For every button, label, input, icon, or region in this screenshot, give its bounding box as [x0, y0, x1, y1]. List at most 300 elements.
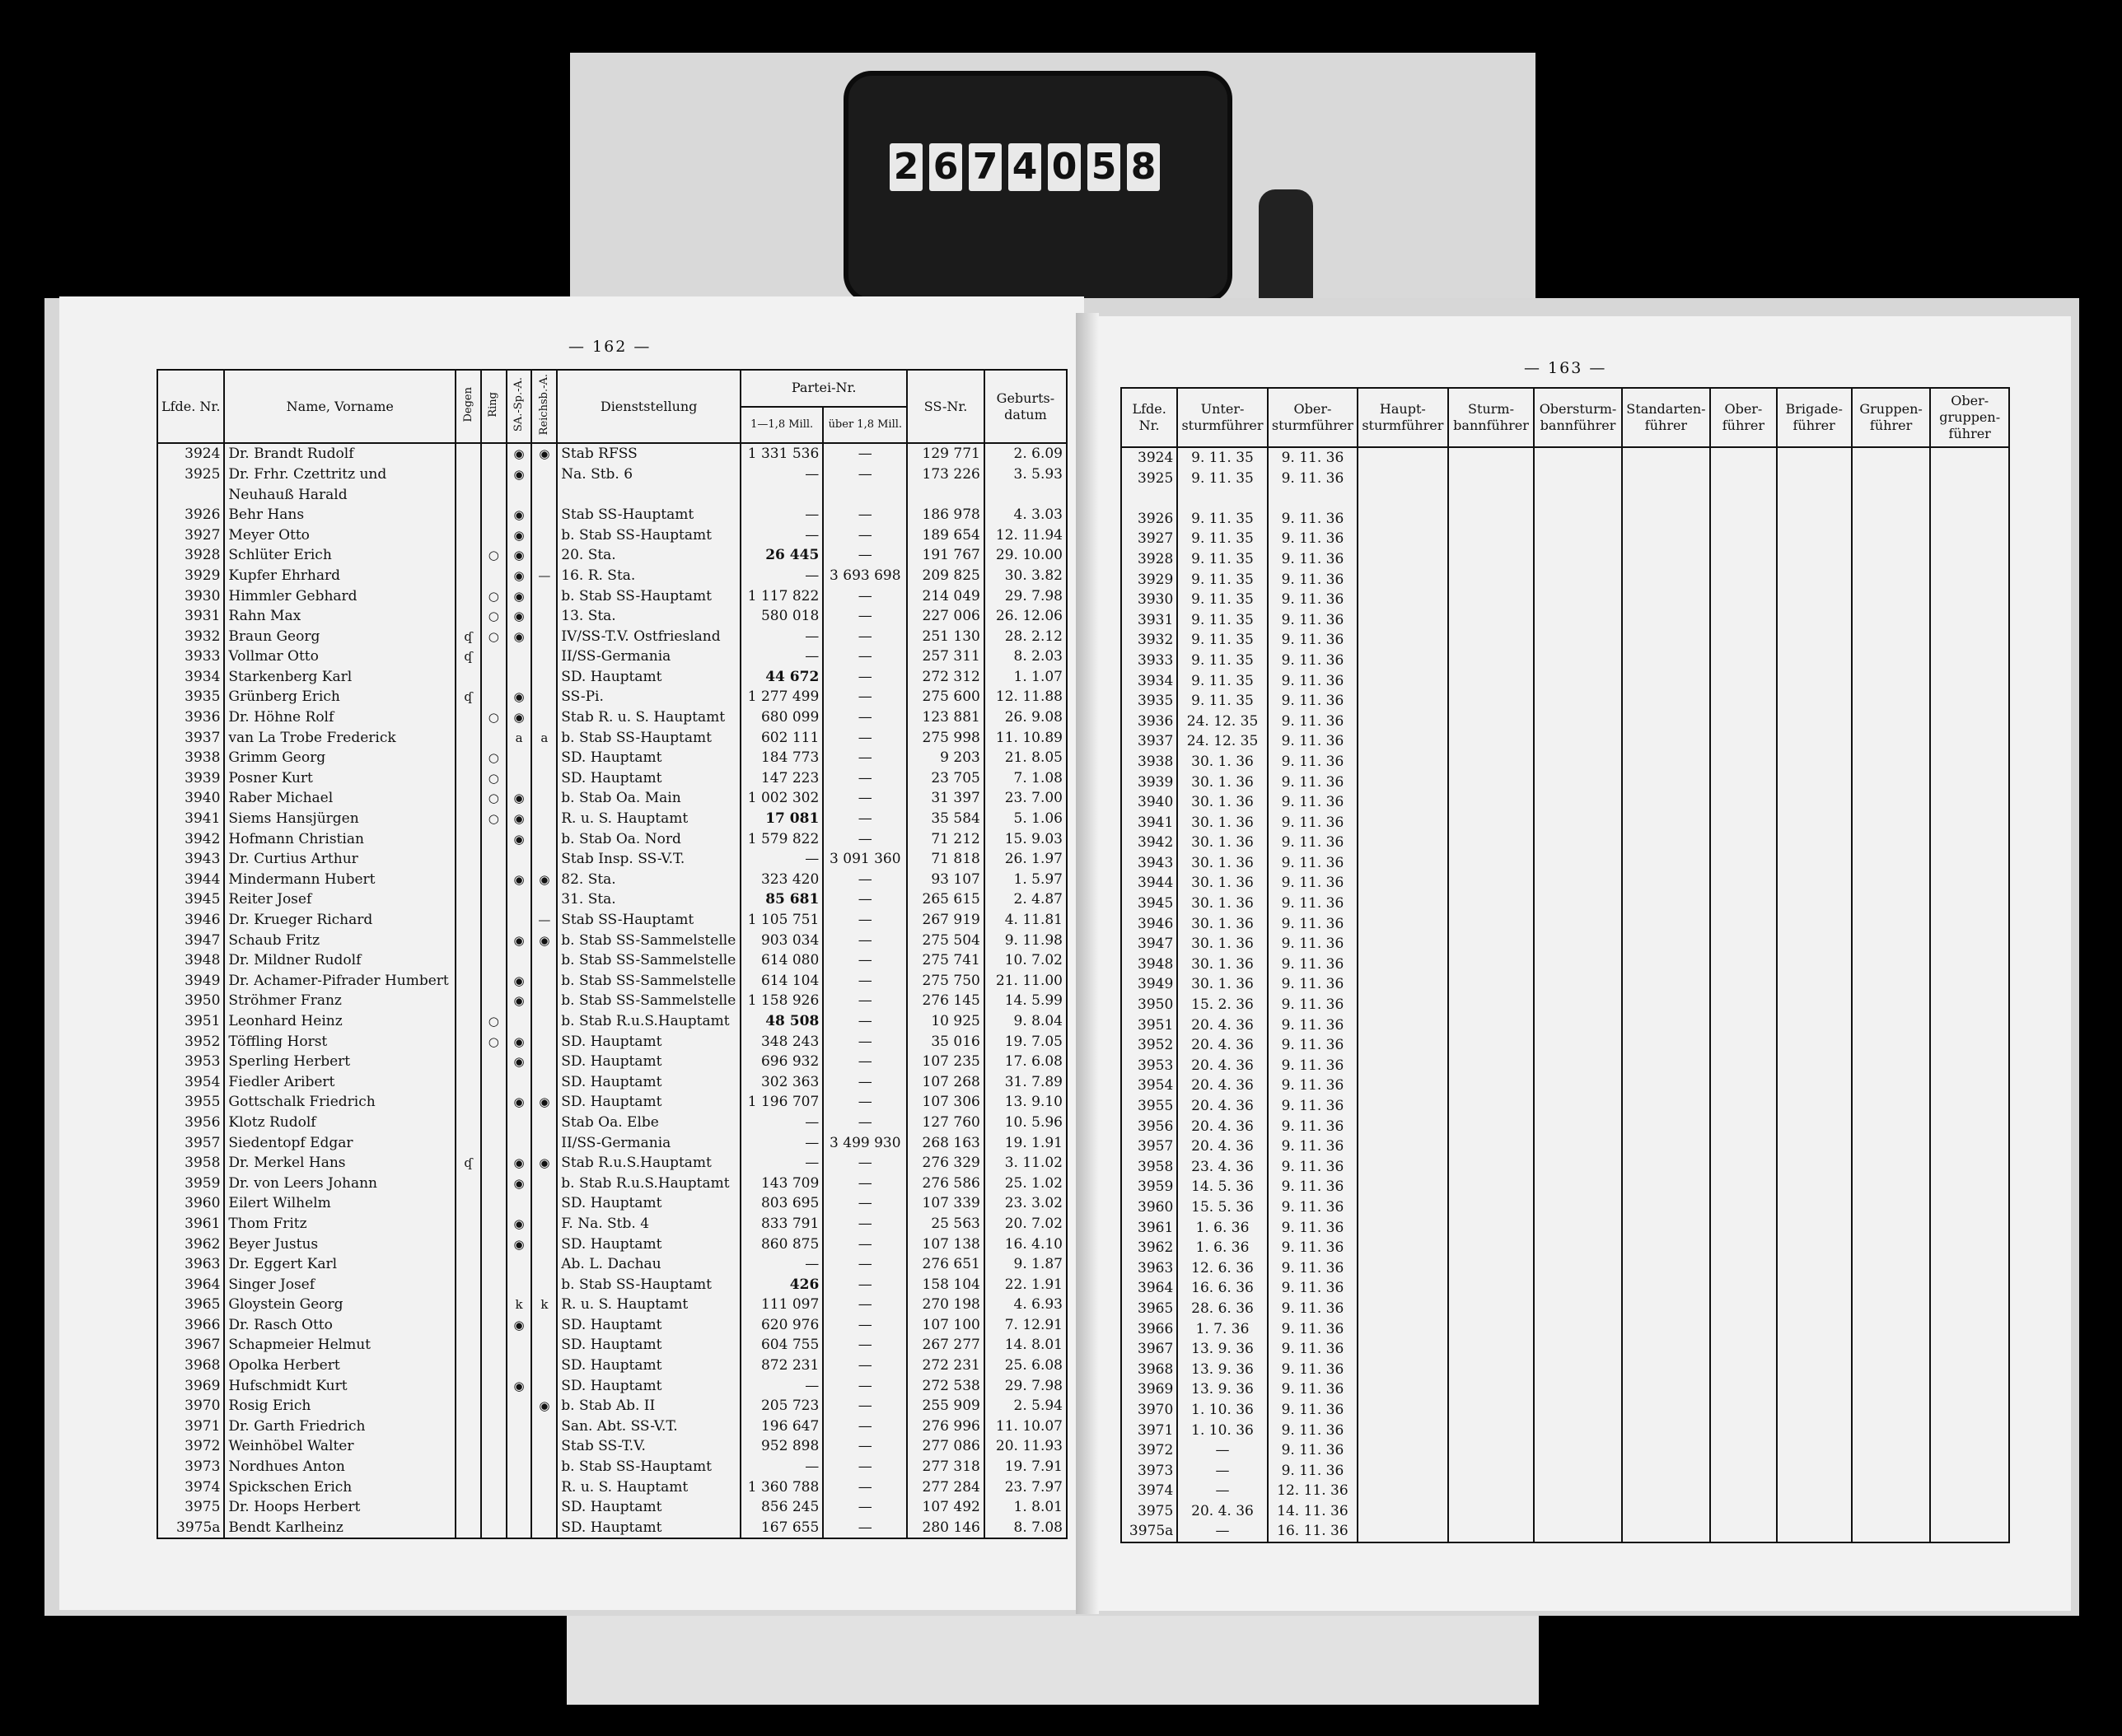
- cell-right-0: 3963: [1121, 1258, 1177, 1279]
- cell-geburtsdatum: 1. 5.97: [984, 870, 1067, 890]
- cell-right-7: [1710, 873, 1776, 894]
- cell-right-0: 3944: [1121, 873, 1177, 894]
- cell-right-1: 30. 1. 36: [1177, 934, 1267, 954]
- cell-degen: [456, 809, 481, 829]
- cell-right-7: [1710, 792, 1776, 813]
- cell-right-5: [1534, 1218, 1621, 1239]
- cell-sa-sp-a: [507, 1072, 532, 1093]
- cell-right-6: [1622, 671, 1711, 692]
- cell-partei-1-1-8: 323 420: [741, 870, 823, 890]
- cell-degen: [456, 1295, 481, 1315]
- cell-right-5: [1534, 954, 1621, 975]
- cell-degen: [456, 545, 481, 566]
- cell-degen: [456, 1234, 481, 1255]
- cell-right-1: 9. 11. 35: [1177, 610, 1267, 631]
- cell-right-4: [1448, 651, 1535, 671]
- table-row: [157, 1335, 1067, 1356]
- cell-ring: [481, 1052, 507, 1072]
- cell-right-5: [1534, 1440, 1621, 1461]
- cell-right-0: 3935: [1121, 691, 1177, 712]
- cell-geburtsdatum: 4. 11.81: [984, 910, 1067, 931]
- cell-right-1: 1. 6. 36: [1177, 1218, 1267, 1239]
- cell-right-7: [1710, 671, 1776, 692]
- cell-right-1: 1. 10. 36: [1177, 1400, 1267, 1421]
- cell-partei-ueber-1-8: —: [823, 950, 907, 971]
- cell-right-7: [1710, 651, 1776, 671]
- cell-ring: [481, 1193, 507, 1214]
- cell-geburtsdatum: 26. 1.97: [984, 849, 1067, 870]
- cell-right-7: [1710, 1400, 1776, 1421]
- cell-lfd-nr: 3973: [157, 1457, 224, 1477]
- cell-right-9: [1852, 1117, 1931, 1137]
- table-row: [157, 1214, 1067, 1234]
- cell-degen: [456, 889, 481, 910]
- cell-sa-sp-a: ◉: [507, 1052, 532, 1072]
- cell-right-5: [1534, 590, 1621, 610]
- cell-lfd-nr: 3947: [157, 931, 224, 951]
- cell-lfd-nr: 3927: [157, 525, 224, 546]
- cell-right-5: [1534, 1238, 1621, 1258]
- cell-right-1: 9. 11. 35: [1177, 570, 1267, 590]
- cell-right-9: [1852, 1461, 1931, 1482]
- cell-right-0: 3952: [1121, 1035, 1177, 1056]
- cell-right-10: [1930, 1197, 2009, 1218]
- cell-partei-ueber-1-8: —: [823, 707, 907, 728]
- table-row: [1121, 1035, 2009, 1056]
- cell-right-7: [1710, 1076, 1776, 1096]
- col-degen: [456, 370, 481, 443]
- cell-name: Grünberg Erich: [224, 687, 456, 707]
- cell-right-5: [1534, 469, 1621, 489]
- cell-degen: [456, 1113, 481, 1133]
- cell-right-2: 9. 11. 36: [1268, 1339, 1358, 1360]
- cell-right-5: [1534, 1461, 1621, 1482]
- cell-name: Bendt Karlheinz: [224, 1518, 456, 1539]
- cell-right-2: 9. 11. 36: [1268, 1177, 1358, 1197]
- cell-right-4: [1448, 1440, 1535, 1461]
- cell-lfd-nr: 3929: [157, 566, 224, 586]
- table-row: [157, 525, 1067, 546]
- table-row: [157, 443, 1067, 464]
- cell-name: Dr. Achamer-Pifrader Humbert: [224, 971, 456, 992]
- cell-right-4: [1448, 712, 1535, 732]
- table-row: [1121, 651, 2009, 671]
- cell-name: Dr. Brandt Rudolf: [224, 443, 456, 464]
- cell-ss-nr: 107 339: [907, 1193, 984, 1214]
- cell-ss-nr: 209 825: [907, 566, 984, 586]
- cell-right-2: 9. 11. 36: [1268, 570, 1358, 590]
- cell-right-2: 9. 11. 36: [1268, 1278, 1358, 1299]
- cell-right-0: 3975: [1121, 1501, 1177, 1522]
- cell-degen: [456, 1497, 481, 1518]
- cell-partei-ueber-1-8: —: [823, 991, 907, 1011]
- cell-right-2: 9. 11. 36: [1268, 792, 1358, 813]
- cell-right-7: [1710, 590, 1776, 610]
- cell-right-8: [1777, 1238, 1852, 1258]
- cell-right-8: [1777, 509, 1852, 530]
- cell-ss-nr: [907, 485, 984, 506]
- cell-geburtsdatum: 3. 11.02: [984, 1153, 1067, 1174]
- cell-ss-nr: 23 705: [907, 768, 984, 789]
- table-row: [1121, 813, 2009, 833]
- cell-lfd-nr: 3946: [157, 910, 224, 931]
- cell-right-0: 3956: [1121, 1117, 1177, 1137]
- cell-ss-nr: 129 771: [907, 443, 984, 464]
- cell-right-8: [1777, 995, 1852, 1015]
- cell-reichsb-a: [531, 505, 557, 525]
- cell-ss-nr: 277 284: [907, 1477, 984, 1498]
- table-row: [157, 1497, 1067, 1518]
- cell-lfd-nr: 3924: [157, 443, 224, 464]
- cell-geburtsdatum: 17. 6.08: [984, 1052, 1067, 1072]
- table-row: [1121, 934, 2009, 954]
- cell-degen: [456, 586, 481, 607]
- cell-right-1: 15. 2. 36: [1177, 995, 1267, 1015]
- cell-right-4: [1448, 914, 1535, 935]
- table-row: [157, 1315, 1067, 1336]
- cell-right-0: 3958: [1121, 1157, 1177, 1178]
- cell-right-3: [1358, 1218, 1447, 1239]
- cell-right-3: [1358, 995, 1447, 1015]
- cell-right-9: [1852, 610, 1931, 631]
- cell-right-3: [1358, 1400, 1447, 1421]
- cell-ss-nr: 25 563: [907, 1214, 984, 1234]
- cell-right-0: 3932: [1121, 630, 1177, 651]
- cell-partei-1-1-8: —: [741, 525, 823, 546]
- cell-right-4: [1448, 1400, 1535, 1421]
- table-row: [157, 1052, 1067, 1072]
- table-row: [1121, 995, 2009, 1015]
- cell-right-1: 30. 1. 36: [1177, 813, 1267, 833]
- cell-right-1: 30. 1. 36: [1177, 772, 1267, 793]
- cell-right-2: 9. 11. 36: [1268, 1096, 1358, 1117]
- cell-right-4: [1448, 1521, 1535, 1542]
- table-row: [1121, 1197, 2009, 1218]
- cell-right-3: [1358, 1258, 1447, 1279]
- cell-partei-1-1-8: 1 158 926: [741, 991, 823, 1011]
- cell-right-2: 9. 11. 36: [1268, 1056, 1358, 1076]
- cell-lfd-nr: 3926: [157, 505, 224, 525]
- cell-right-4: [1448, 570, 1535, 590]
- cell-partei-ueber-1-8: —: [823, 1113, 907, 1133]
- cell-right-1: 30. 1. 36: [1177, 752, 1267, 772]
- cell-right-2: 16. 11. 36: [1268, 1521, 1358, 1542]
- cell-right-9: [1852, 570, 1931, 590]
- cell-reichsb-a: [531, 1174, 557, 1194]
- cell-right-0: 3937: [1121, 731, 1177, 752]
- cell-lfd-nr: 3968: [157, 1356, 224, 1376]
- cell-right-2: 9. 11. 36: [1268, 651, 1358, 671]
- cell-right-9: [1852, 488, 1931, 509]
- col-right-1: Unter- sturmführer: [1177, 388, 1267, 447]
- table-row: [1121, 691, 2009, 712]
- cell-name: Klotz Rudolf: [224, 1113, 456, 1133]
- cell-right-0: 3962: [1121, 1238, 1177, 1258]
- cell-partei-1-1-8: —: [741, 1254, 823, 1275]
- cell-right-3: [1358, 1238, 1447, 1258]
- cell-name: Hofmann Christian: [224, 829, 456, 850]
- cell-right-6: [1622, 894, 1711, 914]
- cell-reichsb-a: [531, 606, 557, 627]
- cell-right-7: [1710, 509, 1776, 530]
- cell-right-3: [1358, 752, 1447, 772]
- cell-right-0: 3965: [1121, 1299, 1177, 1319]
- cell-partei-1-1-8: 614 080: [741, 950, 823, 971]
- cell-right-3: [1358, 651, 1447, 671]
- cell-lfd-nr: 3970: [157, 1396, 224, 1416]
- cell-partei-1-1-8: 44 672: [741, 667, 823, 688]
- cell-right-9: [1852, 1096, 1931, 1117]
- cell-right-3: [1358, 590, 1447, 610]
- cell-ss-nr: 272 231: [907, 1356, 984, 1376]
- cell-right-9: [1852, 792, 1931, 813]
- cell-geburtsdatum: 11. 10.07: [984, 1416, 1067, 1437]
- cell-lfd-nr: 3963: [157, 1254, 224, 1275]
- cell-right-1: 9. 11. 35: [1177, 447, 1267, 469]
- cell-right-6: [1622, 1136, 1711, 1157]
- cell-right-8: [1777, 1117, 1852, 1137]
- table-row: [1121, 509, 2009, 530]
- cell-ring: ○: [481, 627, 507, 647]
- cell-name: Töffling Horst: [224, 1032, 456, 1052]
- cell-right-5: [1534, 1197, 1621, 1218]
- table-row: [1121, 1238, 2009, 1258]
- cell-sa-sp-a: ◉: [507, 931, 532, 951]
- cell-right-5: [1534, 792, 1621, 813]
- cell-right-4: [1448, 1339, 1535, 1360]
- cell-geburtsdatum: 12. 11.94: [984, 525, 1067, 546]
- cell-right-3: [1358, 813, 1447, 833]
- cell-sa-sp-a: ◉: [507, 586, 532, 607]
- cell-lfd-nr: 3965: [157, 1295, 224, 1315]
- cell-right-7: [1710, 1501, 1776, 1522]
- cell-sa-sp-a: ◉: [507, 606, 532, 627]
- cell-right-3: [1358, 1035, 1447, 1056]
- cell-right-2: 9. 11. 36: [1268, 469, 1358, 489]
- cell-right-6: [1622, 1440, 1711, 1461]
- cell-lfd-nr: 3940: [157, 788, 224, 809]
- col-right-0: Lfde. Nr.: [1121, 388, 1177, 447]
- cell-degen: [456, 443, 481, 464]
- cell-dienststellung: SD. Hauptamt: [557, 1052, 741, 1072]
- cell-ss-nr: 107 268: [907, 1072, 984, 1093]
- cell-ring: [481, 728, 507, 749]
- cell-lfd-nr: 3928: [157, 545, 224, 566]
- cell-name: Dr. Garth Friedrich: [224, 1416, 456, 1437]
- cell-partei-ueber-1-8: —: [823, 1275, 907, 1295]
- cell-right-7: [1710, 1461, 1776, 1482]
- cell-right-2: 9. 11. 36: [1268, 731, 1358, 752]
- cell-degen: [456, 1092, 481, 1113]
- table-row: [157, 931, 1067, 951]
- col-partei-nr: Partei-Nr.: [741, 370, 907, 407]
- cell-ss-nr: 214 049: [907, 586, 984, 607]
- cell-reichsb-a: [531, 525, 557, 546]
- right-page-number: — 163 —: [1524, 359, 1607, 377]
- cell-lfd-nr: 3960: [157, 1193, 224, 1214]
- cell-sa-sp-a: k: [507, 1295, 532, 1315]
- cell-name: Leonhard Heinz: [224, 1011, 456, 1032]
- cell-reichsb-a: ◉: [531, 1153, 557, 1174]
- cell-partei-1-1-8: —: [741, 1153, 823, 1174]
- cell-right-2: 9. 11. 36: [1268, 1400, 1358, 1421]
- cell-right-7: [1710, 488, 1776, 509]
- cell-ring: [481, 646, 507, 667]
- cell-right-3: [1358, 712, 1447, 732]
- cell-partei-ueber-1-8: —: [823, 1174, 907, 1194]
- cell-dienststellung: SD. Hauptamt: [557, 1092, 741, 1113]
- cell-partei-ueber-1-8: —: [823, 1214, 907, 1234]
- cell-right-5: [1534, 731, 1621, 752]
- cell-partei-1-1-8: 872 231: [741, 1356, 823, 1376]
- cell-right-8: [1777, 691, 1852, 712]
- cell-reichsb-a: [531, 1457, 557, 1477]
- cell-geburtsdatum: 23. 7.97: [984, 1477, 1067, 1498]
- cell-right-4: [1448, 731, 1535, 752]
- cell-dienststellung: SD. Hauptamt: [557, 1356, 741, 1376]
- cell-lfd-nr: 3930: [157, 586, 224, 607]
- cell-right-2: 9. 11. 36: [1268, 1461, 1358, 1482]
- cell-right-4: [1448, 488, 1535, 509]
- cell-right-8: [1777, 671, 1852, 692]
- cell-right-7: [1710, 995, 1776, 1015]
- cell-right-2: 9. 11. 36: [1268, 712, 1358, 732]
- table-row: [157, 1174, 1067, 1194]
- cell-right-0: 3972: [1121, 1440, 1177, 1461]
- cell-ss-nr: 255 909: [907, 1396, 984, 1416]
- cell-right-4: [1448, 772, 1535, 793]
- cell-name: Dr. Eggert Karl: [224, 1254, 456, 1275]
- cell-right-1: 20. 4. 36: [1177, 1096, 1267, 1117]
- cell-right-9: [1852, 1258, 1931, 1279]
- cell-degen: [456, 566, 481, 586]
- cell-ring: ○: [481, 707, 507, 728]
- cell-right-2: 9. 11. 36: [1268, 934, 1358, 954]
- table-row: [157, 910, 1067, 931]
- cell-geburtsdatum: 8. 2.03: [984, 646, 1067, 667]
- cell-dienststellung: R. u. S. Hauptamt: [557, 1295, 741, 1315]
- table-row: [157, 707, 1067, 728]
- cell-right-2: 9. 11. 36: [1268, 974, 1358, 995]
- cell-reichsb-a: [531, 1376, 557, 1397]
- cell-right-0: 3941: [1121, 813, 1177, 833]
- cell-right-7: [1710, 974, 1776, 995]
- cell-degen: [456, 768, 481, 789]
- table-row: [157, 667, 1067, 688]
- cell-right-6: [1622, 529, 1711, 549]
- cell-geburtsdatum: 22. 1.91: [984, 1275, 1067, 1295]
- table-row: [157, 870, 1067, 890]
- cell-reichsb-a: ◉: [531, 1092, 557, 1113]
- cell-geburtsdatum: 14. 5.99: [984, 991, 1067, 1011]
- cell-right-10: [1930, 1056, 2009, 1076]
- cell-partei-ueber-1-8: —: [823, 646, 907, 667]
- cell-ring: ○: [481, 1032, 507, 1052]
- cell-right-4: [1448, 995, 1535, 1015]
- cell-right-8: [1777, 954, 1852, 975]
- cell-reichsb-a: [531, 971, 557, 992]
- cell-name: Hufschmidt Kurt: [224, 1376, 456, 1397]
- cell-right-4: [1448, 549, 1535, 570]
- cell-right-4: [1448, 469, 1535, 489]
- col-right-6: Standarten- führer: [1622, 388, 1711, 447]
- cell-dienststellung: II/SS-Germania: [557, 646, 741, 667]
- cell-right-10: [1930, 1238, 2009, 1258]
- cell-ss-nr: 107 306: [907, 1092, 984, 1113]
- cell-right-7: [1710, 570, 1776, 590]
- table-row: [1121, 488, 2009, 509]
- cell-right-2: 9. 11. 36: [1268, 873, 1358, 894]
- cell-reichsb-a: [531, 1335, 557, 1356]
- cell-right-4: [1448, 1056, 1535, 1076]
- cell-degen: [456, 991, 481, 1011]
- cell-right-9: [1852, 894, 1931, 914]
- cell-partei-1-1-8: 196 647: [741, 1416, 823, 1437]
- cell-ss-nr: 276 145: [907, 991, 984, 1011]
- table-row: [1121, 1379, 2009, 1400]
- cell-dienststellung: b. Stab Oa. Main: [557, 788, 741, 809]
- cell-right-5: [1534, 1035, 1621, 1056]
- cell-right-4: [1448, 1218, 1535, 1239]
- cell-sa-sp-a: [507, 667, 532, 688]
- cell-partei-1-1-8: —: [741, 566, 823, 586]
- cell-sa-sp-a: [507, 646, 532, 667]
- cell-right-8: [1777, 1015, 1852, 1036]
- cell-right-10: [1930, 1339, 2009, 1360]
- cell-right-6: [1622, 1481, 1711, 1501]
- cell-degen: [456, 1396, 481, 1416]
- cell-geburtsdatum: 1. 8.01: [984, 1497, 1067, 1518]
- cell-right-9: [1852, 529, 1931, 549]
- cell-degen: [456, 1436, 481, 1457]
- cell-ring: [481, 1295, 507, 1315]
- cell-right-7: [1710, 1421, 1776, 1441]
- table-row: [1121, 630, 2009, 651]
- cell-right-1: 20. 4. 36: [1177, 1015, 1267, 1036]
- cell-right-7: [1710, 1136, 1776, 1157]
- cell-sa-sp-a: [507, 849, 532, 870]
- cell-geburtsdatum: 21. 11.00: [984, 971, 1067, 992]
- cell-dienststellung: b. Stab Ab. II: [557, 1396, 741, 1416]
- cell-right-7: [1710, 691, 1776, 712]
- cell-right-3: [1358, 1501, 1447, 1522]
- cell-right-8: [1777, 1319, 1852, 1340]
- cell-ss-nr: 9 203: [907, 748, 984, 768]
- cell-dienststellung: b. Stab SS-Sammelstelle: [557, 931, 741, 951]
- cell-degen: [456, 788, 481, 809]
- cell-ss-nr: 127 760: [907, 1113, 984, 1133]
- col-ring-label: Ring: [487, 391, 500, 418]
- cell-degen: [456, 1477, 481, 1498]
- cell-lfd-nr: 3942: [157, 829, 224, 850]
- cell-right-5: [1534, 651, 1621, 671]
- cell-ring: ○: [481, 545, 507, 566]
- cell-name: Vollmar Otto: [224, 646, 456, 667]
- cell-reichsb-a: [531, 1214, 557, 1234]
- cell-degen: [456, 728, 481, 749]
- cell-right-9: [1852, 1218, 1931, 1239]
- cell-lfd-nr: 3966: [157, 1315, 224, 1336]
- cell-right-9: [1852, 1238, 1931, 1258]
- cell-right-2: 14. 11. 36: [1268, 1501, 1358, 1522]
- cell-partei-ueber-1-8: —: [823, 606, 907, 627]
- cell-right-2: 9. 11. 36: [1268, 590, 1358, 610]
- cell-right-1: —: [1177, 1461, 1267, 1482]
- cell-right-2: 9. 11. 36: [1268, 894, 1358, 914]
- table-row: [1121, 529, 2009, 549]
- cell-degen: [456, 1275, 481, 1295]
- cell-right-2: 9. 11. 36: [1268, 1258, 1358, 1279]
